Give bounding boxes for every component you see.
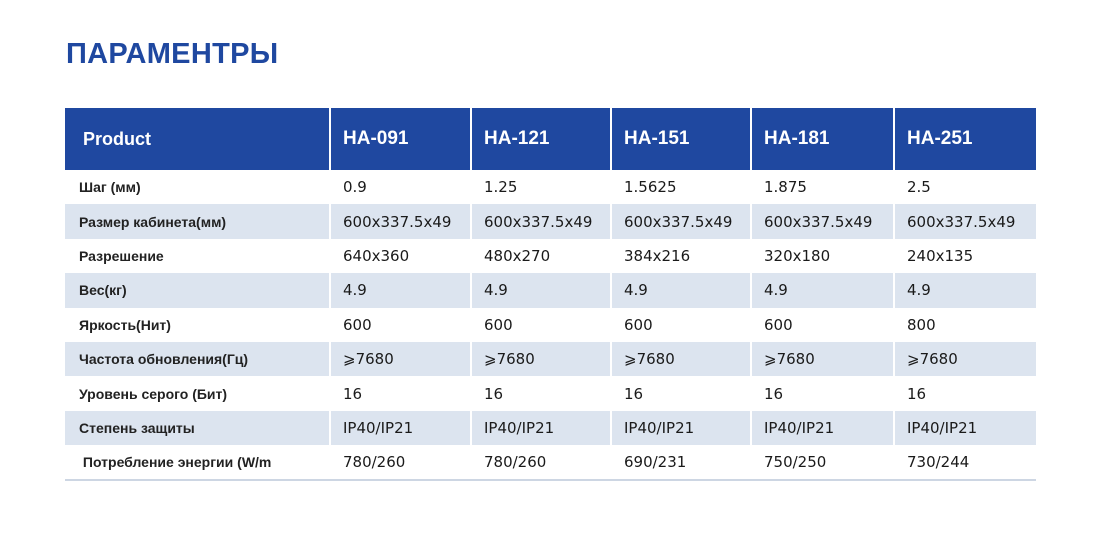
table-cell: 4.9 — [330, 273, 471, 307]
table-cell: 16 — [894, 376, 1036, 410]
table-cell: ⩾7680 — [330, 342, 471, 376]
table-cell: IP40/IP21 — [471, 411, 611, 445]
table-cell: ⩾7680 — [611, 342, 751, 376]
table-cell: IP40/IP21 — [611, 411, 751, 445]
table-cell: 780/260 — [330, 445, 471, 479]
header-model: HA-181 — [751, 108, 894, 170]
table-cell: 800 — [894, 308, 1036, 342]
table-cell: 4.9 — [894, 273, 1036, 307]
table-cell: ⩾7680 — [751, 342, 894, 376]
table-cell: 1.5625 — [611, 170, 751, 204]
table-cell: 1.875 — [751, 170, 894, 204]
table-cell: 600 — [471, 308, 611, 342]
table-row — [65, 445, 1036, 479]
table-cell: IP40/IP21 — [751, 411, 894, 445]
spec-table — [65, 108, 1036, 481]
table-row — [65, 308, 1036, 342]
table-cell: 690/231 — [611, 445, 751, 479]
table-cell: 600x337.5x49 — [894, 204, 1036, 238]
table-cell: 600 — [751, 308, 894, 342]
row-label: Разрешение — [79, 247, 164, 264]
row-label: Потребление энергии (W/m — [65, 445, 330, 479]
table-cell: 240x135 — [894, 239, 1036, 273]
table-cell: 600x337.5x49 — [611, 204, 751, 238]
table-cell: 4.9 — [471, 273, 611, 307]
table-cell: 480x270 — [471, 239, 611, 273]
table-cell: 600 — [330, 308, 471, 342]
table-cell: 640x360 — [330, 239, 471, 273]
table-row — [65, 239, 1036, 273]
table-cell: 780/260 — [471, 445, 611, 479]
row-label: Уровень серого (Бит) — [79, 385, 228, 402]
row-label: Вес(кг) — [65, 273, 330, 307]
table-cell: 600x337.5x49 — [330, 204, 471, 238]
table-cell: 1.25 — [471, 170, 611, 204]
table-cell: 4.9 — [611, 273, 751, 307]
row-label: Частота обновления(Гц) — [65, 342, 330, 376]
header-model: HA-251 — [894, 108, 1036, 170]
row-label: Яркость(Нит) — [79, 316, 171, 333]
table-cell: 600 — [611, 308, 751, 342]
table-cell: IP40/IP21 — [330, 411, 471, 445]
table-cell: 320x180 — [751, 239, 894, 273]
table-cell: 16 — [471, 376, 611, 410]
table-cell: 384x216 — [611, 239, 751, 273]
table-row — [65, 204, 1036, 238]
header-model: HA-121 — [471, 108, 611, 170]
row-label: Размер кабинета(мм) — [65, 204, 330, 238]
table-cell: 2.5 — [894, 170, 1036, 204]
table-cell: 600x337.5x49 — [751, 204, 894, 238]
header-model: HA-091 — [330, 108, 471, 170]
header-model: HA-151 — [611, 108, 751, 170]
table-cell: 16 — [611, 376, 751, 410]
table-row — [65, 376, 1036, 410]
table-cell: 0.9 — [330, 170, 471, 204]
page-title: ПАРАМЕНТРЫ — [66, 38, 279, 70]
table-row — [65, 273, 1036, 307]
row-label: Степень защиты — [65, 411, 330, 445]
table-cell: 16 — [330, 376, 471, 410]
table-cell: 730/244 — [894, 445, 1036, 479]
table-cell: 4.9 — [751, 273, 894, 307]
table-cell: 16 — [751, 376, 894, 410]
table-cell: IP40/IP21 — [894, 411, 1036, 445]
header-product: Product — [65, 108, 330, 170]
table-cell: 600x337.5x49 — [471, 204, 611, 238]
table-cell: 750/250 — [751, 445, 894, 479]
table-cell: ⩾7680 — [894, 342, 1036, 376]
row-label: Шаг (мм) — [79, 179, 141, 196]
table-row — [65, 411, 1036, 445]
table-header-row — [65, 108, 1036, 170]
table-cell: ⩾7680 — [471, 342, 611, 376]
table-row — [65, 170, 1036, 204]
table-row — [65, 342, 1036, 376]
